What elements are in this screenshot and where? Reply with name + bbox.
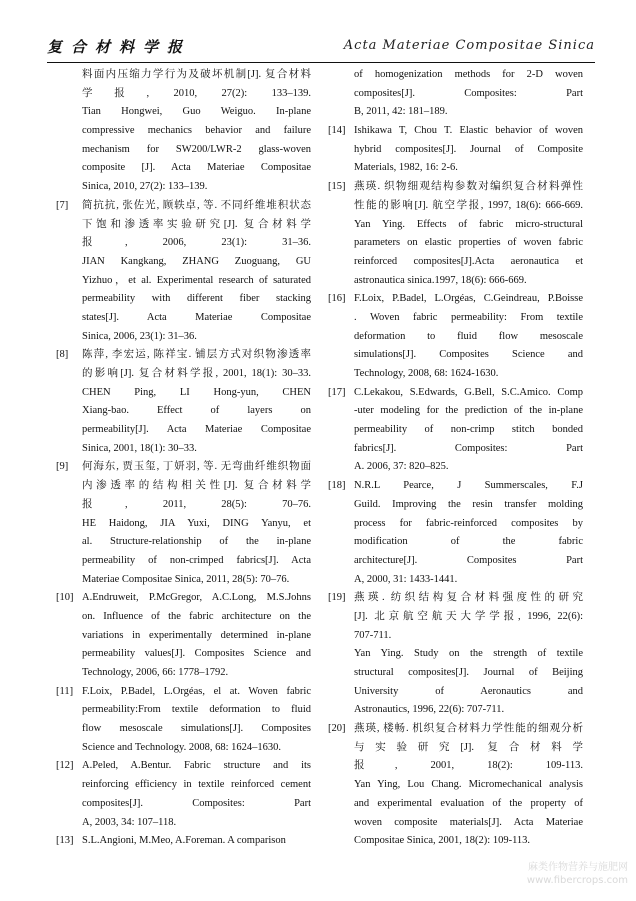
reference-line: Ishikawa T, Chou T. Elastic behavior of woven xyxy=(354,125,583,137)
reference-number: [11] xyxy=(56,685,74,697)
reference-number: [14] xyxy=(328,125,346,137)
reference-line: Materiae Compositae Sinica, 2011, 28(5): 70–76. xyxy=(82,573,290,585)
reference-line: Technology, 2006, 66: 1778–1792. xyxy=(82,667,229,678)
reference-line: mechanism for SW200/LWR-2 glass-woven xyxy=(82,143,311,155)
reference-line: S.L.Angioni, M.Meo, A.Foreman. A comparison xyxy=(82,835,286,847)
reference-entry xyxy=(328,384,583,477)
reference-line: Sinica, 2006, 23(1): 31–36. xyxy=(82,330,197,342)
reference-line: permeability with different fiber stacking xyxy=(82,293,311,305)
reference-entry xyxy=(56,757,311,832)
reference-entry xyxy=(328,122,583,178)
reference-line: Xiang-bao. Effect of layers on xyxy=(82,405,311,417)
reference-line: hybrid composites[J]. Journal of Composite xyxy=(354,143,583,155)
reference-line: architecture[J]. Composites Part xyxy=(354,554,583,566)
reference-line: Sinica, 2001, 18(1): 30–33. xyxy=(82,442,197,454)
reference-line: 何海东, 贾玉玺, 丁妍羽, 等. 无弯曲纤维织物面 xyxy=(82,461,311,473)
reference-line: 料面内压缩力学行为及破坏机制[J]. 复合材料 xyxy=(82,69,311,80)
reference-line: HE Haidong, JIA Yuxi, DING Yanyu, et xyxy=(82,517,311,529)
site-watermark xyxy=(527,861,628,887)
reference-line: 报, 2011, 28(5): 70–76. xyxy=(82,498,311,510)
reference-line: simulations[J]. Composites Science and xyxy=(354,349,583,361)
reference-number: [15] xyxy=(328,181,346,193)
reference-line: Astronautics, 1996, 22(6): 707-711. xyxy=(354,704,505,716)
reference-line: F.Loix, P.Badel, L.Orgéas, C.Geindreau, P.Boisse xyxy=(354,293,583,305)
reference-line: compressive mechanics behavior and failure xyxy=(82,125,311,137)
reference-number: [18] xyxy=(328,480,346,492)
reference-line: deformation to fluid flow mesoscale xyxy=(354,330,583,342)
reference-line: variations in experimentally determined in-plane xyxy=(82,629,311,641)
reference-number: [8] xyxy=(56,349,69,361)
reference-entry xyxy=(328,720,583,851)
reference-entry xyxy=(328,477,583,589)
reference-number: [12] xyxy=(56,760,74,772)
reference-line: 燕瑛, 楼畅. 机织复合材料力学性能的细观分析 xyxy=(354,723,583,735)
reference-line: Materials, 1982, 16: 2-6. xyxy=(354,162,458,174)
reference-line: permeability of non-crimp stitch bonded xyxy=(354,424,583,436)
reference-line: and experimental evaluation of the property of xyxy=(354,797,583,809)
reference-line: 下饱和渗透率实验研究[J]. 复合材料学 xyxy=(82,218,311,230)
reference-line: N.R.L Pearce, J Summerscales, F.J xyxy=(354,480,583,492)
reference-line: 报, 2001, 18(2): 109-113. xyxy=(354,760,583,772)
reference-line: permeability values[J]. Composites Science and xyxy=(82,648,311,660)
reference-line: 燕瑛. 织物细观结构参数对编织复合材料弹性 xyxy=(354,181,583,193)
right-reference-column xyxy=(328,66,583,851)
reference-line: fabrics[J]. Composites: Part xyxy=(354,442,583,454)
reference-line: 学报, 2010, 27(2): 133–139. xyxy=(82,87,311,99)
reference-entry xyxy=(56,832,311,851)
reference-number: [13] xyxy=(56,835,74,847)
reference-number: [16] xyxy=(328,293,346,305)
reference-line: parameters on elastic properties of woven fabric xyxy=(354,237,583,249)
reference-line: of homogenization methods for 2-D woven xyxy=(354,69,583,80)
reference-entry xyxy=(328,178,583,290)
reference-line: woven composite materials[J]. Acta Materiae xyxy=(354,816,583,828)
reference-entry xyxy=(56,683,311,758)
reference-line: Yan Ying. Effects of fabric micro-structural xyxy=(354,218,583,230)
reference-line: -uter modeling for the prediction of the in-plane xyxy=(354,405,583,417)
journal-title-en: Acta Materiae Compositae Sinica xyxy=(343,38,595,53)
reference-line: Technology, 2008, 68: 1624-1630. xyxy=(354,368,499,379)
watermark-cn: 麻类作物营养与施肥网 xyxy=(528,862,628,873)
reference-line: reinforcing efficiency in textile reinforced cement xyxy=(82,779,311,791)
reference-line: A, 2003, 34: 107–118. xyxy=(82,816,177,828)
reference-line: al. Structure-relationship of the in-plane xyxy=(82,536,311,548)
reference-line: 报, 2006, 23(1): 31–36. xyxy=(82,237,311,249)
reference-line: B, 2011, 42: 181–189. xyxy=(354,106,448,118)
reference-line: Yizhuo，et al. Experimental research of saturated xyxy=(82,274,311,286)
reference-line: A. 2006, 37: 820–825. xyxy=(354,461,449,473)
reference-line: A.Peled, A.Bentur. Fabric structure and its xyxy=(82,760,311,772)
reference-number: [20] xyxy=(328,723,346,735)
reference-line: C.Lekakou, S.Edwards, G.Bell, S.C.Amico. Comp xyxy=(354,386,583,398)
reference-line: 性能的影响[J]. 航空学报, 1997, 18(6): 666-669. xyxy=(354,199,583,211)
reference-line: 707-711. xyxy=(354,629,392,641)
reference-line: Science and Technology. 2008, 68: 1624–1630. xyxy=(82,741,282,753)
reference-entry xyxy=(56,66,311,197)
journal-title-cn: 复合材料学报 xyxy=(47,38,192,56)
reference-line: A, 2000, 31: 1433-1441. xyxy=(354,573,458,585)
reference-line: 燕瑛. 纺织结构复合材料强度性的研究 xyxy=(354,592,583,604)
reference-line: 的影响[J]. 复合材料学报, 2001, 18(1): 30–33. xyxy=(82,368,311,379)
reference-line: [J]. 北京航空航天大学学报, 1996, 22(6): xyxy=(354,610,583,622)
reference-line: Guild. Improving the resin transfer molding xyxy=(354,498,583,510)
left-reference-column xyxy=(56,66,311,851)
reference-line: permeability:From textile deformation to fluid xyxy=(82,704,311,716)
reference-entry xyxy=(56,197,311,347)
reference-entry xyxy=(328,66,583,122)
reference-entry xyxy=(56,589,311,682)
reference-line: F.Loix, P.Badel, L.Orgéas, el at. Woven fabric xyxy=(82,685,311,697)
reference-line: composites[J]. Composites: Part xyxy=(82,797,311,809)
reference-number: [10] xyxy=(56,592,74,604)
reference-line: reinforced composites[J].Acta aeronautica et xyxy=(354,255,583,267)
reference-line: Sinica, 2010, 27(2): 133–139. xyxy=(82,181,208,193)
reference-number: [9] xyxy=(56,461,69,473)
reference-line: Yan Ying. Study on the strength of textile xyxy=(354,648,583,660)
watermark-url: www.fibercrops.com xyxy=(526,875,628,886)
reference-entry xyxy=(56,346,311,458)
reference-entry xyxy=(328,290,583,383)
reference-line: Compositae Sinica, 2001, 18(2): 109-113. xyxy=(354,835,531,847)
reference-line: 内渗透率的结构相关性[J]. 复合材料学 xyxy=(82,480,311,492)
reference-line: states[J]. Acta Materiae Compositae xyxy=(82,311,311,323)
reference-line: flow mesoscale simulations[J]. Composites xyxy=(82,723,311,735)
header-divider xyxy=(47,62,595,63)
reference-line: modification of the fabric xyxy=(354,536,583,548)
reference-number: [19] xyxy=(328,592,346,604)
reference-line: Tian Hongwei, Guo Weiguo. In-plane xyxy=(82,106,311,118)
reference-line: JIAN Kangkang, ZHANG Zuoguang, GU xyxy=(82,255,311,267)
page-header xyxy=(47,34,595,60)
reference-line: 陈萍, 李宏运, 陈祥宝. 铺层方式对织物渗透率 xyxy=(82,349,311,361)
reference-line: Yan Ying, Lou Chang. Micromechanical analysis xyxy=(354,779,583,791)
reference-line: process for fabric-reinforced composites by xyxy=(354,517,583,529)
reference-line: on. Influence of the fabric architecture on the xyxy=(82,610,311,622)
reference-line: 简抗抗, 张佐光, 顾轶卓, 等. 不同纤维堆积状态 xyxy=(82,199,311,211)
reference-line: composite [J]. Acta Materiae Compositae xyxy=(82,162,311,174)
reference-line: CHEN Ping, LI Hong-yun, CHEN xyxy=(82,386,311,398)
reference-line: University of Aeronautics and xyxy=(354,685,583,697)
reference-line: permeability[J]. Acta Materiae Compositae xyxy=(82,424,311,436)
reference-line: A.Endruweit, P.McGregor, A.C.Long, M.S.Johns xyxy=(82,592,311,604)
reference-line: permeability of non-crimped fabrics[J]. Acta xyxy=(82,554,311,566)
reference-entry xyxy=(328,589,583,720)
reference-number: [7] xyxy=(56,199,69,211)
reference-line: astronautica sinica.1997, 18(6): 666-669. xyxy=(354,274,527,286)
reference-number: [17] xyxy=(328,386,346,398)
reference-line: composites[J]. Composites: Part xyxy=(354,87,583,99)
reference-line: . Woven fabric permeability: From textile xyxy=(354,311,583,323)
reference-entry xyxy=(56,458,311,589)
reference-line: 与实验研究[J]. 复合材料学 xyxy=(354,741,583,753)
reference-line: structural composites[J]. Journal of Beijing xyxy=(354,667,583,678)
